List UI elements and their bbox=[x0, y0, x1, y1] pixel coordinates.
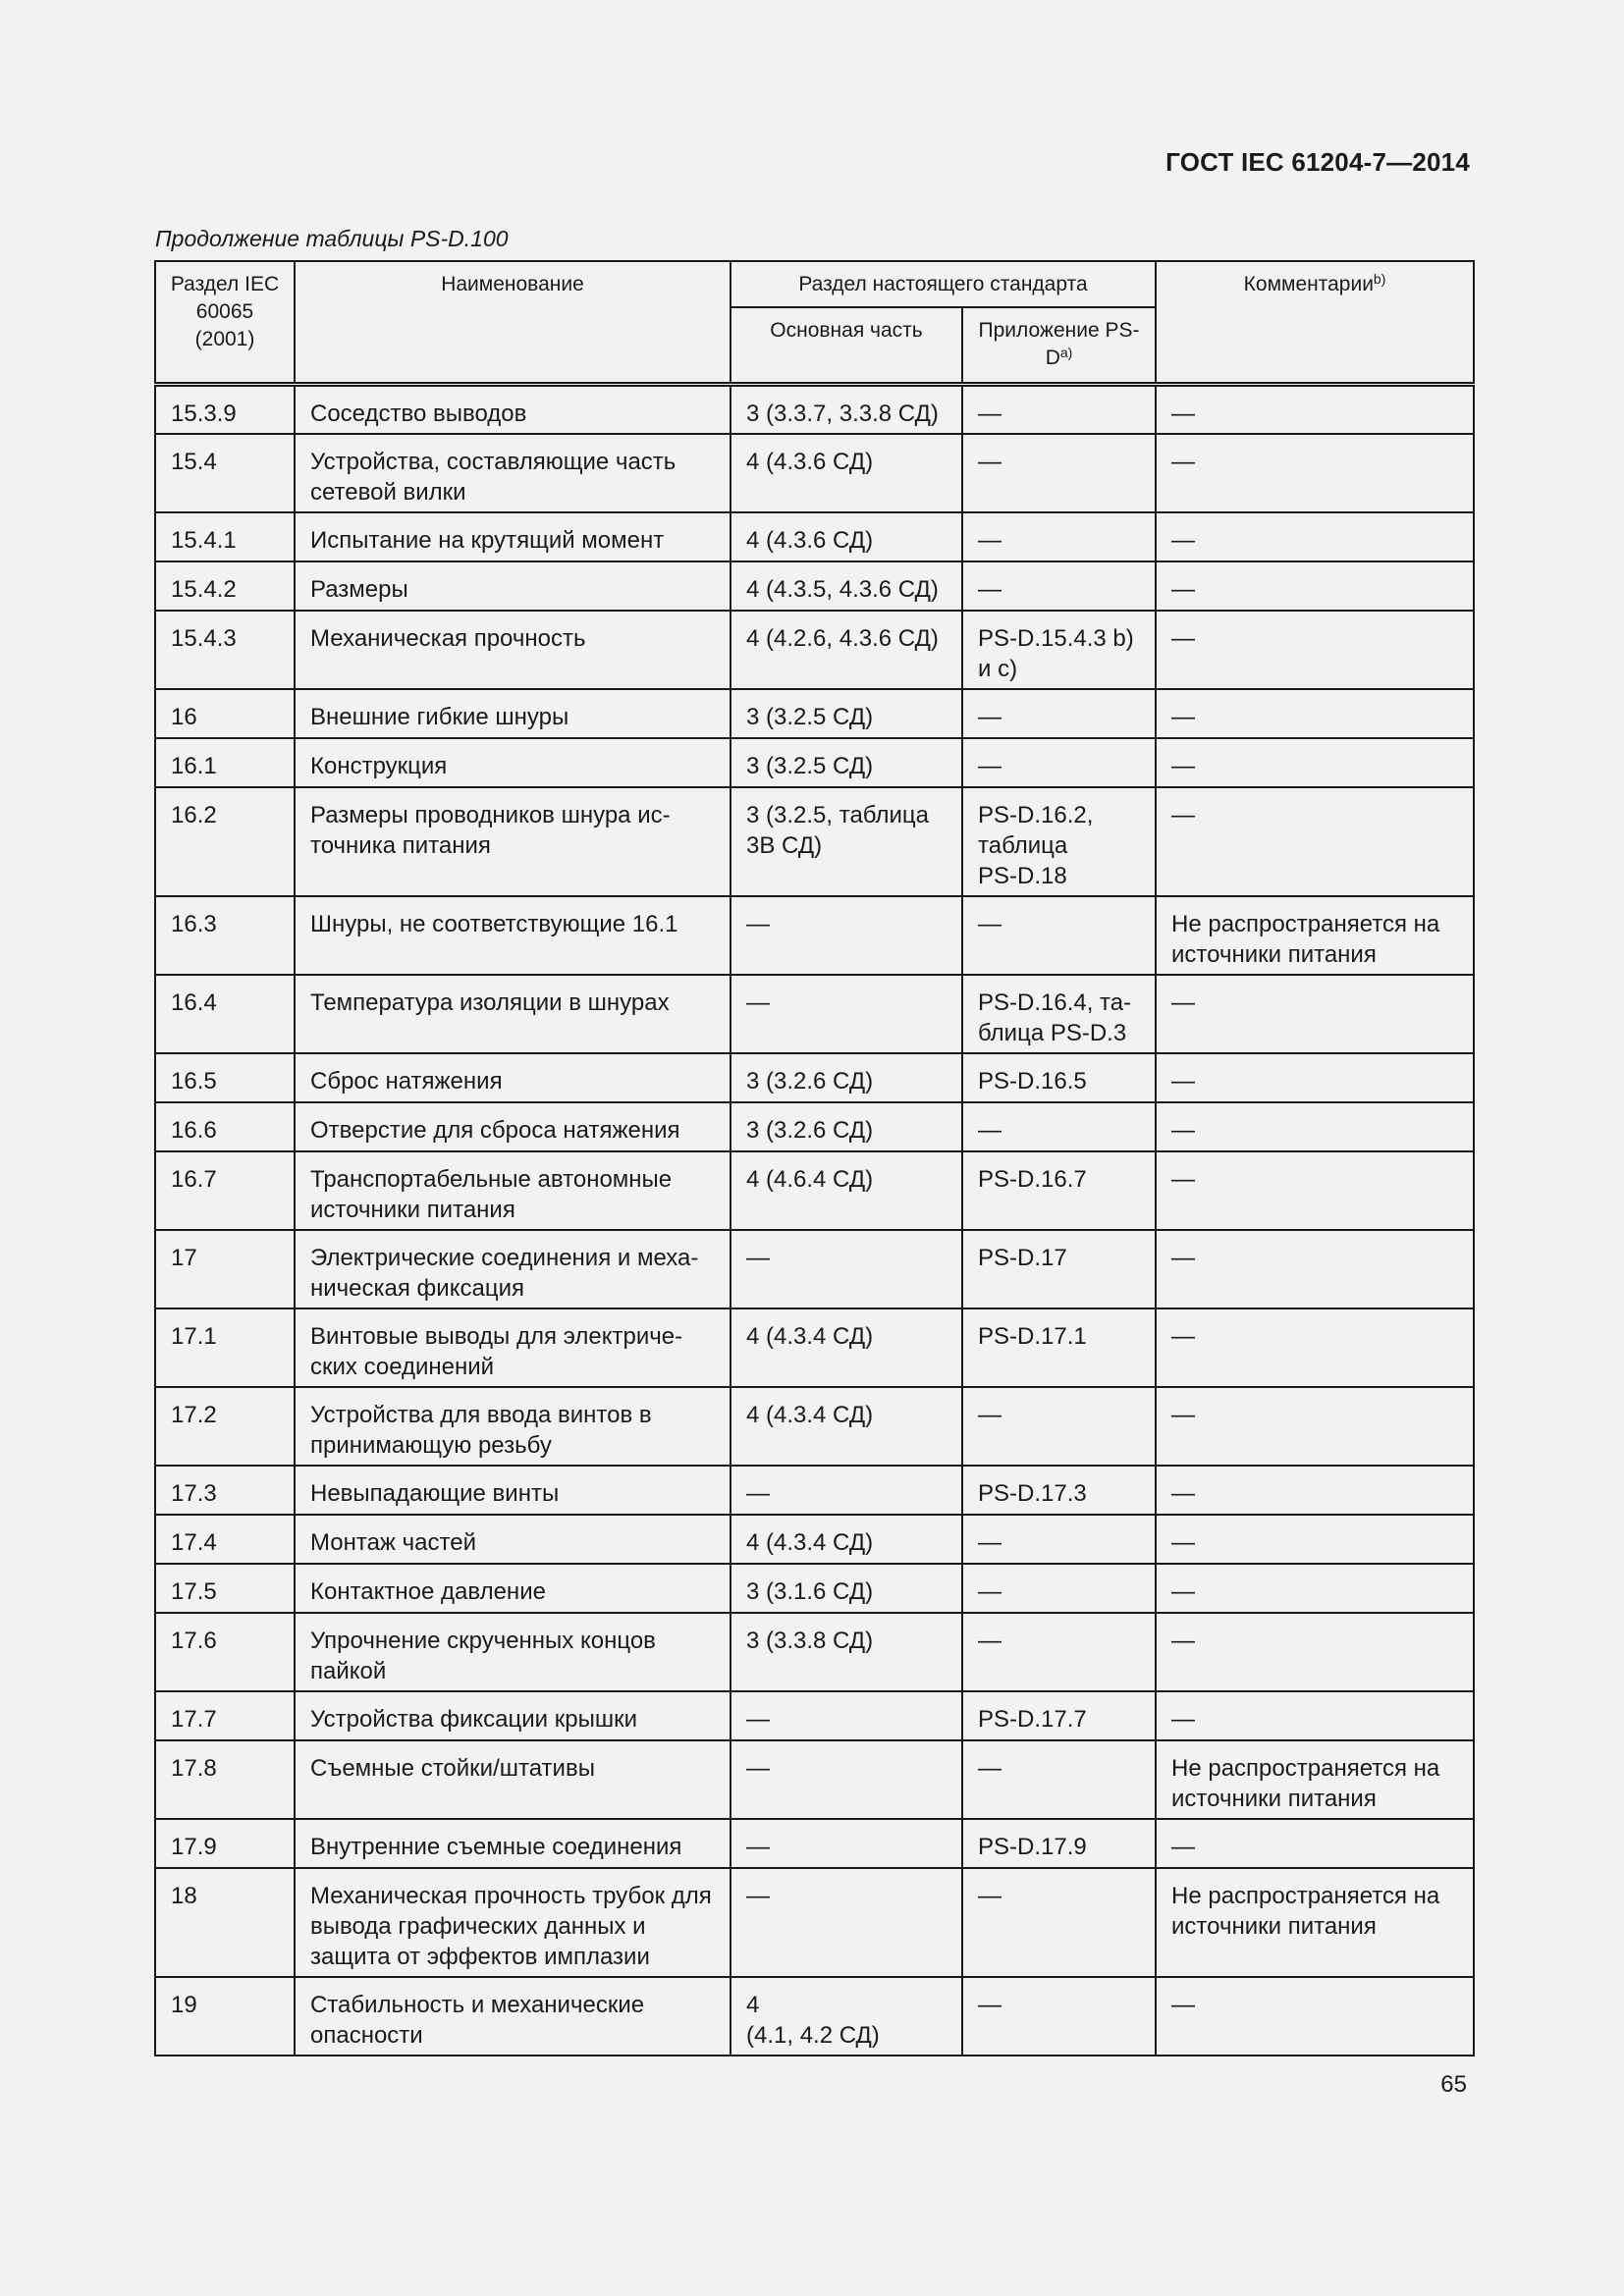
cell-section: 17.3 bbox=[155, 1466, 295, 1515]
cell-comment: — bbox=[1156, 384, 1474, 434]
cell-comment: — bbox=[1156, 1515, 1474, 1564]
annex-footnote-mark: a) bbox=[1059, 345, 1073, 360]
cell-section: 16.7 bbox=[155, 1151, 295, 1230]
table-row bbox=[155, 1819, 1474, 1868]
cell-main-part: 4 (4.1, 4.2 СД) bbox=[731, 1977, 962, 2056]
table-row bbox=[155, 1515, 1474, 1564]
cell-section: 17.8 bbox=[155, 1740, 295, 1819]
cell-name: Сброс натяжения bbox=[295, 1053, 731, 1102]
cell-name: Устройства, составляющие часть сетевой вилки bbox=[295, 434, 731, 512]
cell-annex: — bbox=[962, 1515, 1156, 1564]
cell-section: 15.4.3 bbox=[155, 611, 295, 689]
cell-main-part: 3 (3.1.6 СД) bbox=[731, 1564, 962, 1613]
cell-annex: — bbox=[962, 1868, 1156, 1977]
table-row bbox=[155, 561, 1474, 611]
cell-name: Съемные стойки/штативы bbox=[295, 1740, 731, 1819]
table-row bbox=[155, 1977, 1474, 2056]
cell-name: Механическая прочность bbox=[295, 611, 731, 689]
cell-annex: — bbox=[962, 384, 1156, 434]
cell-main-part: — bbox=[731, 896, 962, 975]
cell-name: Шнуры, не соответствующие 16.1 bbox=[295, 896, 731, 975]
cell-comment: — bbox=[1156, 1466, 1474, 1515]
cell-name: Механическая прочность трубок для вывода графических данных и защита от эффектов имплазии bbox=[295, 1868, 731, 1977]
table-body bbox=[155, 384, 1474, 2056]
header-section: Раздел IEC 60065 (2001) bbox=[155, 261, 295, 384]
cell-comment: — bbox=[1156, 434, 1474, 512]
table-row bbox=[155, 1151, 1474, 1230]
cell-name: Стабильность и механические опасности bbox=[295, 1977, 731, 2056]
cell-name: Испытание на крутящий момент bbox=[295, 512, 731, 561]
cell-name: Монтаж частей bbox=[295, 1515, 731, 1564]
table-row bbox=[155, 1308, 1474, 1387]
cell-annex: — bbox=[962, 1564, 1156, 1613]
cell-comment: Не распространяется на источники питания bbox=[1156, 1740, 1474, 1819]
cell-name: Транспортабельные автономные источники питания bbox=[295, 1151, 731, 1230]
cell-comment: — bbox=[1156, 1691, 1474, 1740]
cell-section: 17.2 bbox=[155, 1387, 295, 1466]
cell-section: 17.7 bbox=[155, 1691, 295, 1740]
document-standard-title: ГОСТ IEC 61204-7—2014 bbox=[1165, 147, 1470, 177]
comments-footnote-mark: b) bbox=[1373, 271, 1386, 287]
table-row bbox=[155, 611, 1474, 689]
cell-annex: — bbox=[962, 896, 1156, 975]
cell-comment: — bbox=[1156, 787, 1474, 896]
header-this-standard: Раздел настоящего стандарта bbox=[731, 261, 1156, 307]
cell-main-part: 3 (3.2.6 СД) bbox=[731, 1102, 962, 1151]
cell-annex: — bbox=[962, 738, 1156, 787]
cell-comment: — bbox=[1156, 1387, 1474, 1466]
cell-main-part: 4 (4.3.5, 4.3.6 СД) bbox=[731, 561, 962, 611]
cell-name: Размеры проводников шнура ис- точника питания bbox=[295, 787, 731, 896]
cell-main-part: 4 (4.2.6, 4.3.6 СД) bbox=[731, 611, 962, 689]
cell-annex: — bbox=[962, 1102, 1156, 1151]
cell-section: 17.9 bbox=[155, 1819, 295, 1868]
table-row bbox=[155, 1466, 1474, 1515]
cell-name: Отверстие для сброса натяжения bbox=[295, 1102, 731, 1151]
cell-annex: — bbox=[962, 1740, 1156, 1819]
table-caption: Продолжение таблицы PS-D.100 bbox=[155, 226, 509, 251]
cell-section: 16.5 bbox=[155, 1053, 295, 1102]
cell-main-part: 4 (4.3.4 СД) bbox=[731, 1387, 962, 1466]
cell-main-part: 4 (4.3.4 СД) bbox=[731, 1308, 962, 1387]
cell-annex: PS-D.17.7 bbox=[962, 1691, 1156, 1740]
cell-comment: Не распространяется на источники питания bbox=[1156, 1868, 1474, 1977]
cell-main-part: — bbox=[731, 1740, 962, 1819]
cell-annex: — bbox=[962, 434, 1156, 512]
cell-main-part: 3 (3.3.7, 3.3.8 СД) bbox=[731, 384, 962, 434]
standards-table bbox=[154, 260, 1475, 2056]
cell-section: 18 bbox=[155, 1868, 295, 1977]
cell-main-part: — bbox=[731, 1819, 962, 1868]
table-row bbox=[155, 1868, 1474, 1977]
cell-main-part: 4 (4.3.4 СД) bbox=[731, 1515, 962, 1564]
cell-comment: — bbox=[1156, 975, 1474, 1053]
cell-section: 19 bbox=[155, 1977, 295, 2056]
table-row bbox=[155, 1230, 1474, 1308]
header-name: Наименование bbox=[295, 261, 731, 384]
table-row bbox=[155, 1613, 1474, 1691]
table-row bbox=[155, 1564, 1474, 1613]
header-annex: Приложение $PS-D^{a)}$ bbox=[962, 307, 1156, 384]
table-row bbox=[155, 384, 1474, 434]
cell-main-part: — bbox=[731, 1691, 962, 1740]
cell-comment: — bbox=[1156, 689, 1474, 738]
header-comments: Комментарии$^{b)}$ bbox=[1156, 261, 1474, 384]
table-row bbox=[155, 975, 1474, 1053]
cell-name: Невыпадающие винты bbox=[295, 1466, 731, 1515]
cell-comment: Не распространяется на источники питания bbox=[1156, 896, 1474, 975]
cell-section: 17.4 bbox=[155, 1515, 295, 1564]
cell-section: 16.3 bbox=[155, 896, 295, 975]
cell-section: 15.4.2 bbox=[155, 561, 295, 611]
cell-comment: — bbox=[1156, 611, 1474, 689]
cell-annex: PS-D.17.9 bbox=[962, 1819, 1156, 1868]
cell-section: 15.4.1 bbox=[155, 512, 295, 561]
cell-section: 16.4 bbox=[155, 975, 295, 1053]
cell-comment: — bbox=[1156, 1977, 1474, 2056]
table-row bbox=[155, 896, 1474, 975]
cell-main-part: 3 (3.2.5 СД) bbox=[731, 689, 962, 738]
table-row bbox=[155, 689, 1474, 738]
cell-section: 16.6 bbox=[155, 1102, 295, 1151]
cell-name: Упрочнение скрученных концов пайкой bbox=[295, 1613, 731, 1691]
header-main-part: Основная часть bbox=[731, 307, 962, 384]
cell-comment: — bbox=[1156, 738, 1474, 787]
cell-comment: — bbox=[1156, 1819, 1474, 1868]
cell-section: 15.4 bbox=[155, 434, 295, 512]
table-row bbox=[155, 1102, 1474, 1151]
cell-annex: PS-D.16.4, та- блица PS-D.3 bbox=[962, 975, 1156, 1053]
cell-section: 15.3.9 bbox=[155, 384, 295, 434]
cell-annex: PS-D.17 bbox=[962, 1230, 1156, 1308]
cell-comment: — bbox=[1156, 1102, 1474, 1151]
cell-section: 17.1 bbox=[155, 1308, 295, 1387]
cell-comment: — bbox=[1156, 1151, 1474, 1230]
cell-comment: — bbox=[1156, 1230, 1474, 1308]
cell-section: 17.6 bbox=[155, 1613, 295, 1691]
cell-main-part: 3 (3.3.8 СД) bbox=[731, 1613, 962, 1691]
cell-section: 17 bbox=[155, 1230, 295, 1308]
cell-section: 17.5 bbox=[155, 1564, 295, 1613]
cell-section: 16.1 bbox=[155, 738, 295, 787]
cell-main-part: — bbox=[731, 1230, 962, 1308]
table-row bbox=[155, 512, 1474, 561]
cell-main-part: 4 (4.3.6 СД) bbox=[731, 434, 962, 512]
cell-annex: — bbox=[962, 561, 1156, 611]
cell-comment: — bbox=[1156, 1308, 1474, 1387]
cell-name: Устройства фиксации крышки bbox=[295, 1691, 731, 1740]
cell-comment: — bbox=[1156, 1564, 1474, 1613]
cell-main-part: — bbox=[731, 1466, 962, 1515]
cell-section: 16 bbox=[155, 689, 295, 738]
cell-annex: — bbox=[962, 689, 1156, 738]
cell-annex: PS-D.16.5 bbox=[962, 1053, 1156, 1102]
cell-comment: — bbox=[1156, 1053, 1474, 1102]
cell-annex: — bbox=[962, 1387, 1156, 1466]
cell-annex: PS-D.15.4.3 b) и c) bbox=[962, 611, 1156, 689]
cell-annex: — bbox=[962, 1977, 1156, 2056]
cell-annex: PS-D.16.7 bbox=[962, 1151, 1156, 1230]
cell-main-part: 4 (4.6.4 СД) bbox=[731, 1151, 962, 1230]
table-row bbox=[155, 787, 1474, 896]
cell-main-part: — bbox=[731, 975, 962, 1053]
cell-name: Размеры bbox=[295, 561, 731, 611]
cell-comment: — bbox=[1156, 1613, 1474, 1691]
cell-name: Электрические соединения и меха- ническая фиксация bbox=[295, 1230, 731, 1308]
cell-main-part: 4 (4.3.6 СД) bbox=[731, 512, 962, 561]
table-row bbox=[155, 1387, 1474, 1466]
cell-name: Внутренние съемные соединения bbox=[295, 1819, 731, 1868]
cell-comment: — bbox=[1156, 561, 1474, 611]
cell-main-part: — bbox=[731, 1868, 962, 1977]
cell-annex: PS-D.16.2, таблица PS-D.18 bbox=[962, 787, 1156, 896]
page-number: 65 bbox=[1440, 2071, 1467, 2098]
table-row bbox=[155, 1053, 1474, 1102]
cell-main-part: 3 (3.2.5 СД) bbox=[731, 738, 962, 787]
cell-section: 16.2 bbox=[155, 787, 295, 896]
cell-name: Температура изоляции в шнурах bbox=[295, 975, 731, 1053]
cell-annex: — bbox=[962, 512, 1156, 561]
cell-name: Конструкция bbox=[295, 738, 731, 787]
cell-annex: — bbox=[962, 1613, 1156, 1691]
cell-main-part: 3 (3.2.6 СД) bbox=[731, 1053, 962, 1102]
cell-name: Устройства для ввода винтов в принимающую резьбу bbox=[295, 1387, 731, 1466]
cell-name: Винтовые выводы для электриче- ских соединений bbox=[295, 1308, 731, 1387]
table-row bbox=[155, 738, 1474, 787]
cell-main-part: 3 (3.2.5, таблица 3В СД) bbox=[731, 787, 962, 896]
table-row bbox=[155, 434, 1474, 512]
table-row bbox=[155, 1740, 1474, 1819]
cell-name: Внешние гибкие шнуры bbox=[295, 689, 731, 738]
cell-comment: — bbox=[1156, 512, 1474, 561]
cell-name: Соседство выводов bbox=[295, 384, 731, 434]
cell-annex: PS-D.17.1 bbox=[962, 1308, 1156, 1387]
table-row bbox=[155, 1691, 1474, 1740]
cell-name: Контактное давление bbox=[295, 1564, 731, 1613]
cell-annex: PS-D.17.3 bbox=[962, 1466, 1156, 1515]
